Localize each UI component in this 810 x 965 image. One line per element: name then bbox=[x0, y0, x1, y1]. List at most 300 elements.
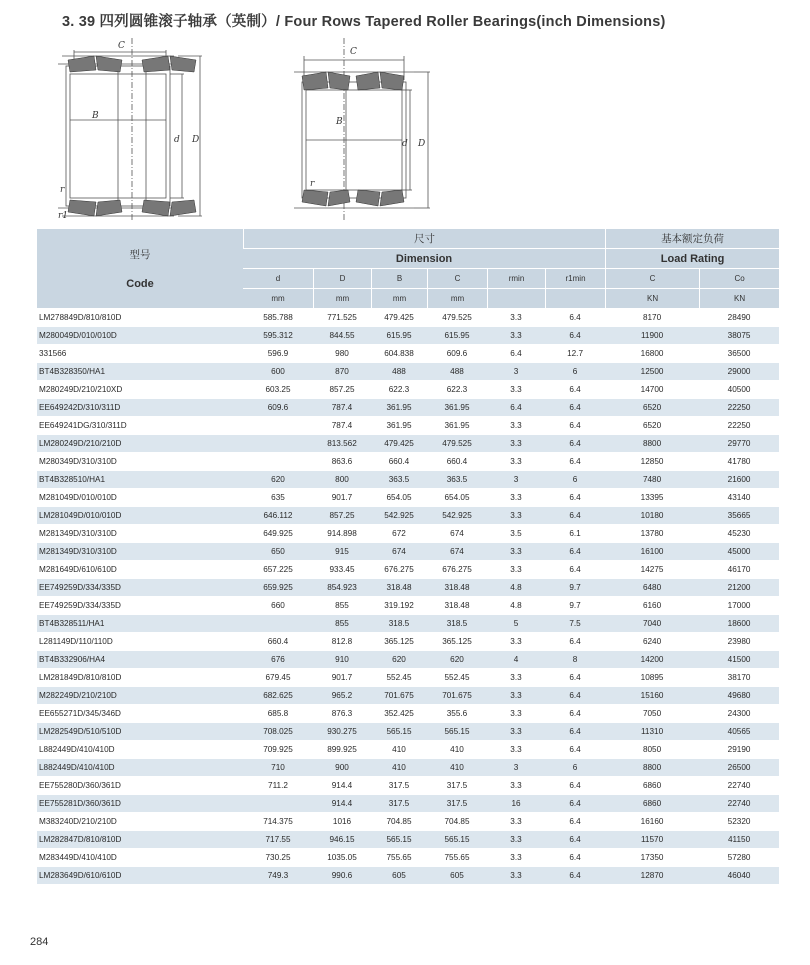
cell-D: 1016 bbox=[313, 813, 371, 830]
cell-rmin: 16 bbox=[487, 795, 545, 812]
cell-C: 365.125 bbox=[427, 633, 487, 650]
cell-Co: 46040 bbox=[699, 867, 779, 884]
cell-code: BT4B328510/HA1 bbox=[37, 471, 243, 488]
cell-Co: 29000 bbox=[699, 363, 779, 380]
cell-D: 812.8 bbox=[313, 633, 371, 650]
cell-d bbox=[243, 435, 313, 452]
cell-r1min: 6.4 bbox=[545, 777, 605, 794]
cell-r1min: 6.4 bbox=[545, 849, 605, 866]
cell-C-load: 11900 bbox=[605, 327, 699, 344]
cell-D: 857.25 bbox=[313, 507, 371, 524]
unit-header: mm bbox=[427, 289, 487, 308]
unit-header: mm bbox=[243, 289, 313, 308]
cell-r1min: 6.4 bbox=[545, 669, 605, 686]
cell-B: 622.3 bbox=[371, 381, 427, 398]
table-row bbox=[37, 471, 779, 488]
table-row bbox=[37, 561, 779, 578]
cell-C-load: 10895 bbox=[605, 669, 699, 686]
cell-B: 363.5 bbox=[371, 471, 427, 488]
table-row bbox=[37, 651, 779, 668]
bearing-drawing-right bbox=[280, 36, 440, 224]
cell-d: 596.9 bbox=[243, 345, 313, 362]
cell-B: 318.5 bbox=[371, 615, 427, 632]
cell-d: 659.925 bbox=[243, 579, 313, 596]
cell-Co: 17000 bbox=[699, 597, 779, 614]
cell-d: 710 bbox=[243, 759, 313, 776]
table-row bbox=[37, 795, 779, 812]
code-header-en: Code bbox=[126, 278, 154, 290]
cell-B: 672 bbox=[371, 525, 427, 542]
table-row bbox=[37, 831, 779, 848]
cell-d: 660 bbox=[243, 597, 313, 614]
cell-d: 711.2 bbox=[243, 777, 313, 794]
unit-header: KN bbox=[699, 289, 779, 308]
table-row bbox=[37, 705, 779, 722]
cell-code: EE749259D/334/335D bbox=[37, 579, 243, 596]
cell-rmin: 3.3 bbox=[487, 327, 545, 344]
cell-B: 704.85 bbox=[371, 813, 427, 830]
cell-rmin: 4 bbox=[487, 651, 545, 668]
cell-D: 1035.05 bbox=[313, 849, 371, 866]
cell-C-load: 6860 bbox=[605, 795, 699, 812]
cell-Co: 22740 bbox=[699, 777, 779, 794]
cell-d: 585.788 bbox=[243, 309, 313, 326]
bearing-drawing-left bbox=[42, 36, 222, 224]
cell-C: 565.15 bbox=[427, 723, 487, 740]
cell-C-load: 7050 bbox=[605, 705, 699, 722]
cell-r1min: 6.4 bbox=[545, 633, 605, 650]
cell-rmin: 3.3 bbox=[487, 867, 545, 884]
cell-C-load: 16800 bbox=[605, 345, 699, 362]
col-header: r1min bbox=[545, 269, 605, 288]
cell-Co: 21600 bbox=[699, 471, 779, 488]
cell-D: 855 bbox=[313, 597, 371, 614]
cell-C: 361.95 bbox=[427, 417, 487, 434]
cell-B: 620 bbox=[371, 651, 427, 668]
cell-B: 615.95 bbox=[371, 327, 427, 344]
cell-d: 676 bbox=[243, 651, 313, 668]
cell-B: 542.925 bbox=[371, 507, 427, 524]
table-row bbox=[37, 615, 779, 632]
cell-rmin: 3.3 bbox=[487, 381, 545, 398]
cell-code: EE755281D/360/361D bbox=[37, 795, 243, 812]
cell-Co: 45230 bbox=[699, 525, 779, 542]
cell-C: 542.925 bbox=[427, 507, 487, 524]
cell-Co: 41150 bbox=[699, 831, 779, 848]
cell-d: 660.4 bbox=[243, 633, 313, 650]
load-header-en: Load Rating bbox=[605, 249, 779, 268]
cell-Co: 40565 bbox=[699, 723, 779, 740]
cell-Co: 23980 bbox=[699, 633, 779, 650]
cell-C-load: 12850 bbox=[605, 453, 699, 470]
cell-code: M281649D/610/610D bbox=[37, 561, 243, 578]
cell-rmin: 3.3 bbox=[487, 705, 545, 722]
cell-B: 352.425 bbox=[371, 705, 427, 722]
cell-rmin: 3.5 bbox=[487, 525, 545, 542]
dim-label-C-right: C bbox=[350, 47, 357, 57]
bearing-spec-table bbox=[37, 228, 779, 885]
cell-Co: 28490 bbox=[699, 309, 779, 326]
cell-r1min: 6.4 bbox=[545, 453, 605, 470]
cell-r1min: 6 bbox=[545, 471, 605, 488]
cell-C-load: 6480 bbox=[605, 579, 699, 596]
cell-code: EE655271D/345/346D bbox=[37, 705, 243, 722]
cell-C: 410 bbox=[427, 759, 487, 776]
cell-code: L882449D/410/410D bbox=[37, 759, 243, 776]
cell-D: 800 bbox=[313, 471, 371, 488]
cell-code: LM280249D/210/210D bbox=[37, 435, 243, 452]
cell-r1min: 6.1 bbox=[545, 525, 605, 542]
table-row bbox=[37, 867, 779, 884]
cell-C: 615.95 bbox=[427, 327, 487, 344]
cell-B: 674 bbox=[371, 543, 427, 560]
cell-rmin: 3.3 bbox=[487, 489, 545, 506]
cell-code: BT4B328511/HA1 bbox=[37, 615, 243, 632]
cell-D: 965.2 bbox=[313, 687, 371, 704]
unit-header bbox=[487, 289, 545, 308]
cell-rmin: 3.3 bbox=[487, 453, 545, 470]
table-row bbox=[37, 669, 779, 686]
dim-label-C: C bbox=[118, 41, 125, 51]
cell-B: 361.95 bbox=[371, 417, 427, 434]
table-row bbox=[37, 849, 779, 866]
cell-Co: 22250 bbox=[699, 417, 779, 434]
cell-d bbox=[243, 453, 313, 470]
col-header: Co bbox=[699, 269, 779, 288]
cell-rmin: 3.3 bbox=[487, 741, 545, 758]
cell-C-load: 8800 bbox=[605, 759, 699, 776]
cell-Co: 43140 bbox=[699, 489, 779, 506]
page-number: 284 bbox=[30, 936, 49, 948]
cell-d: 708.025 bbox=[243, 723, 313, 740]
cell-C: 660.4 bbox=[427, 453, 487, 470]
cell-C: 609.6 bbox=[427, 345, 487, 362]
cell-C: 622.3 bbox=[427, 381, 487, 398]
cell-C-load: 14200 bbox=[605, 651, 699, 668]
cell-C-load: 6520 bbox=[605, 417, 699, 434]
cell-r1min: 6.4 bbox=[545, 741, 605, 758]
cell-C-load: 11570 bbox=[605, 831, 699, 848]
cell-B: 755.65 bbox=[371, 849, 427, 866]
cell-B: 660.4 bbox=[371, 453, 427, 470]
cell-C-load: 6240 bbox=[605, 633, 699, 650]
cell-d bbox=[243, 417, 313, 434]
cell-r1min: 6.4 bbox=[545, 723, 605, 740]
cell-rmin: 6.4 bbox=[487, 345, 545, 362]
cell-r1min: 6.4 bbox=[545, 435, 605, 452]
cell-B: 552.45 bbox=[371, 669, 427, 686]
cell-C: 361.95 bbox=[427, 399, 487, 416]
cell-d: 635 bbox=[243, 489, 313, 506]
table-body bbox=[37, 309, 779, 884]
col-header: rmin bbox=[487, 269, 545, 288]
cell-code: EE749259D/334/335D bbox=[37, 597, 243, 614]
cell-D: 787.4 bbox=[313, 399, 371, 416]
cell-D: 854.923 bbox=[313, 579, 371, 596]
cell-C: 676.275 bbox=[427, 561, 487, 578]
unit-header: mm bbox=[371, 289, 427, 308]
cell-d: 709.925 bbox=[243, 741, 313, 758]
table-row bbox=[37, 399, 779, 416]
cell-d bbox=[243, 615, 313, 632]
cell-rmin: 3.3 bbox=[487, 723, 545, 740]
cell-code: M281049D/010/010D bbox=[37, 489, 243, 506]
cell-D: 914.898 bbox=[313, 525, 371, 542]
table-row bbox=[37, 327, 779, 344]
dim-label-d: d bbox=[174, 135, 180, 145]
cell-rmin: 3.3 bbox=[487, 561, 545, 578]
table-row bbox=[37, 381, 779, 398]
cell-C-load: 13395 bbox=[605, 489, 699, 506]
cell-rmin: 3.3 bbox=[487, 435, 545, 452]
cell-Co: 18600 bbox=[699, 615, 779, 632]
cell-B: 319.192 bbox=[371, 597, 427, 614]
cell-B: 317.5 bbox=[371, 795, 427, 812]
cell-Co: 57280 bbox=[699, 849, 779, 866]
cell-C: 479.525 bbox=[427, 435, 487, 452]
cell-D: 930.275 bbox=[313, 723, 371, 740]
cell-C-load: 14700 bbox=[605, 381, 699, 398]
cell-code: L882449D/410/410D bbox=[37, 741, 243, 758]
cell-Co: 41500 bbox=[699, 651, 779, 668]
cell-Co: 29770 bbox=[699, 435, 779, 452]
cell-Co: 26500 bbox=[699, 759, 779, 776]
cell-code: L281149D/110/110D bbox=[37, 633, 243, 650]
cell-rmin: 5 bbox=[487, 615, 545, 632]
unit-header bbox=[545, 289, 605, 308]
cell-C: 552.45 bbox=[427, 669, 487, 686]
cell-Co: 21200 bbox=[699, 579, 779, 596]
cell-C: 363.5 bbox=[427, 471, 487, 488]
cell-C: 317.5 bbox=[427, 795, 487, 812]
cell-D: 910 bbox=[313, 651, 371, 668]
cell-code: M383240D/210/210D bbox=[37, 813, 243, 830]
cell-rmin: 4.8 bbox=[487, 579, 545, 596]
cell-code: LM283649D/610/610D bbox=[37, 867, 243, 884]
cell-Co: 52320 bbox=[699, 813, 779, 830]
cell-B: 605 bbox=[371, 867, 427, 884]
cell-d: 620 bbox=[243, 471, 313, 488]
cell-C-load: 7040 bbox=[605, 615, 699, 632]
cell-r1min: 6.4 bbox=[545, 705, 605, 722]
cell-D: 915 bbox=[313, 543, 371, 560]
cell-rmin: 3.3 bbox=[487, 309, 545, 326]
cell-d: 730.25 bbox=[243, 849, 313, 866]
table-row bbox=[37, 363, 779, 380]
cell-D: 914.4 bbox=[313, 795, 371, 812]
cell-C: 488 bbox=[427, 363, 487, 380]
cell-d: 657.225 bbox=[243, 561, 313, 578]
cell-C-load: 6520 bbox=[605, 399, 699, 416]
cell-B: 654.05 bbox=[371, 489, 427, 506]
cell-r1min: 7.5 bbox=[545, 615, 605, 632]
cell-D: 933.45 bbox=[313, 561, 371, 578]
cell-C: 318.48 bbox=[427, 579, 487, 596]
cell-d bbox=[243, 795, 313, 812]
cell-r1min: 6.4 bbox=[545, 417, 605, 434]
cell-D: 870 bbox=[313, 363, 371, 380]
cell-code: LM281049D/010/010D bbox=[37, 507, 243, 524]
cell-B: 604.838 bbox=[371, 345, 427, 362]
cell-r1min: 6.4 bbox=[545, 309, 605, 326]
cell-rmin: 3.3 bbox=[487, 813, 545, 830]
cell-C-load: 8050 bbox=[605, 741, 699, 758]
cell-code: M280249D/210/210XD bbox=[37, 381, 243, 398]
cell-C-load: 16160 bbox=[605, 813, 699, 830]
cell-d: 650 bbox=[243, 543, 313, 560]
cell-B: 488 bbox=[371, 363, 427, 380]
cell-C-load: 14275 bbox=[605, 561, 699, 578]
cell-Co: 22250 bbox=[699, 399, 779, 416]
cell-Co: 38075 bbox=[699, 327, 779, 344]
cell-D: 844.55 bbox=[313, 327, 371, 344]
cell-d: 603.25 bbox=[243, 381, 313, 398]
table-row bbox=[37, 813, 779, 830]
cell-rmin: 3.3 bbox=[487, 849, 545, 866]
cell-rmin: 3.3 bbox=[487, 831, 545, 848]
cell-d: 685.8 bbox=[243, 705, 313, 722]
cell-r1min: 6.4 bbox=[545, 399, 605, 416]
table-row bbox=[37, 345, 779, 362]
cell-C: 355.6 bbox=[427, 705, 487, 722]
col-header: D bbox=[313, 269, 371, 288]
cell-D: 787.4 bbox=[313, 417, 371, 434]
cell-B: 410 bbox=[371, 759, 427, 776]
cell-B: 318.48 bbox=[371, 579, 427, 596]
cell-rmin: 3.3 bbox=[487, 507, 545, 524]
cell-C: 704.85 bbox=[427, 813, 487, 830]
dimension-header-cn: 尺寸 bbox=[243, 229, 605, 248]
cell-r1min: 6 bbox=[545, 759, 605, 776]
cell-D: 914.4 bbox=[313, 777, 371, 794]
page-title: 3. 39 四列圆锥滚子轴承（英制）/ Four Rows Tapered Roller Bearings(inch Dimensions) bbox=[62, 14, 666, 30]
col-header: B bbox=[371, 269, 427, 288]
cell-B: 365.125 bbox=[371, 633, 427, 650]
cell-C-load: 8800 bbox=[605, 435, 699, 452]
cell-r1min: 6.4 bbox=[545, 327, 605, 344]
cell-B: 701.675 bbox=[371, 687, 427, 704]
cell-D: 813.562 bbox=[313, 435, 371, 452]
col-header: C bbox=[605, 269, 699, 288]
table-row bbox=[37, 489, 779, 506]
table-row bbox=[37, 309, 779, 326]
cell-code: 331566 bbox=[37, 345, 243, 362]
cell-D: 990.6 bbox=[313, 867, 371, 884]
cell-d: 714.375 bbox=[243, 813, 313, 830]
cell-C-load: 7480 bbox=[605, 471, 699, 488]
cell-rmin: 3.3 bbox=[487, 633, 545, 650]
cell-code: LM278849D/810/810D bbox=[37, 309, 243, 326]
cell-C: 654.05 bbox=[427, 489, 487, 506]
cell-d: 679.45 bbox=[243, 669, 313, 686]
cell-rmin: 3.3 bbox=[487, 543, 545, 560]
dimension-header-en: Dimension bbox=[243, 249, 605, 268]
table-row bbox=[37, 597, 779, 614]
cell-D: 946.15 bbox=[313, 831, 371, 848]
cell-B: 479.425 bbox=[371, 435, 427, 452]
col-header: d bbox=[243, 269, 313, 288]
cell-r1min: 6.4 bbox=[545, 795, 605, 812]
cell-r1min: 6.4 bbox=[545, 813, 605, 830]
cell-Co: 46170 bbox=[699, 561, 779, 578]
cell-d: 749.3 bbox=[243, 867, 313, 884]
cell-D: 899.925 bbox=[313, 741, 371, 758]
table-row bbox=[37, 777, 779, 794]
cell-C-load: 6860 bbox=[605, 777, 699, 794]
cell-Co: 45000 bbox=[699, 543, 779, 560]
cell-B: 479.425 bbox=[371, 309, 427, 326]
cell-r1min: 6.4 bbox=[545, 687, 605, 704]
dim-label-B: B bbox=[92, 111, 99, 121]
dim-label-B-right: B bbox=[336, 117, 343, 127]
cell-rmin: 3 bbox=[487, 471, 545, 488]
dim-label-D-right: D bbox=[418, 139, 426, 149]
cell-C: 674 bbox=[427, 543, 487, 560]
cell-Co: 36500 bbox=[699, 345, 779, 362]
cell-C: 605 bbox=[427, 867, 487, 884]
dim-label-r: r bbox=[60, 185, 65, 195]
code-header bbox=[37, 229, 243, 308]
cell-d: 600 bbox=[243, 363, 313, 380]
cell-rmin: 3 bbox=[487, 363, 545, 380]
dim-label-d-right: d bbox=[402, 139, 408, 149]
cell-C: 318.5 bbox=[427, 615, 487, 632]
load-header-cn: 基本额定负荷 bbox=[605, 229, 779, 248]
cell-D: 857.25 bbox=[313, 381, 371, 398]
cell-d: 646.112 bbox=[243, 507, 313, 524]
cell-rmin: 3.3 bbox=[487, 777, 545, 794]
cell-C-load: 8170 bbox=[605, 309, 699, 326]
table-row bbox=[37, 759, 779, 776]
cell-C-load: 10180 bbox=[605, 507, 699, 524]
cell-Co: 40500 bbox=[699, 381, 779, 398]
cell-rmin: 4.8 bbox=[487, 597, 545, 614]
cell-C-load: 13780 bbox=[605, 525, 699, 542]
cell-C: 410 bbox=[427, 741, 487, 758]
dim-label-r1: r1 bbox=[58, 211, 69, 221]
cell-Co: 38170 bbox=[699, 669, 779, 686]
cell-r1min: 9.7 bbox=[545, 579, 605, 596]
cell-code: EE755280D/360/361D bbox=[37, 777, 243, 794]
cell-C-load: 15160 bbox=[605, 687, 699, 704]
cell-code: M280349D/310/310D bbox=[37, 453, 243, 470]
cell-r1min: 6.4 bbox=[545, 831, 605, 848]
cell-C: 674 bbox=[427, 525, 487, 542]
cell-code: BT4B328350/HA1 bbox=[37, 363, 243, 380]
cell-code: LM282549D/510/510D bbox=[37, 723, 243, 740]
table-row bbox=[37, 687, 779, 704]
cell-rmin: 3 bbox=[487, 759, 545, 776]
table-row bbox=[37, 417, 779, 434]
unit-header: KN bbox=[605, 289, 699, 308]
dim-label-r-right: r bbox=[310, 179, 315, 189]
cell-D: 980 bbox=[313, 345, 371, 362]
table-row bbox=[37, 507, 779, 524]
cell-r1min: 6.4 bbox=[545, 561, 605, 578]
cell-d: 649.925 bbox=[243, 525, 313, 542]
dim-label-D: D bbox=[192, 135, 200, 145]
table-row bbox=[37, 525, 779, 542]
col-header: C bbox=[427, 269, 487, 288]
cell-rmin: 3.3 bbox=[487, 687, 545, 704]
cell-Co: 35665 bbox=[699, 507, 779, 524]
table-row bbox=[37, 543, 779, 560]
cell-d: 609.6 bbox=[243, 399, 313, 416]
cell-rmin: 6.4 bbox=[487, 399, 545, 416]
cell-C: 565.15 bbox=[427, 831, 487, 848]
table-row bbox=[37, 723, 779, 740]
cell-C-load: 17350 bbox=[605, 849, 699, 866]
